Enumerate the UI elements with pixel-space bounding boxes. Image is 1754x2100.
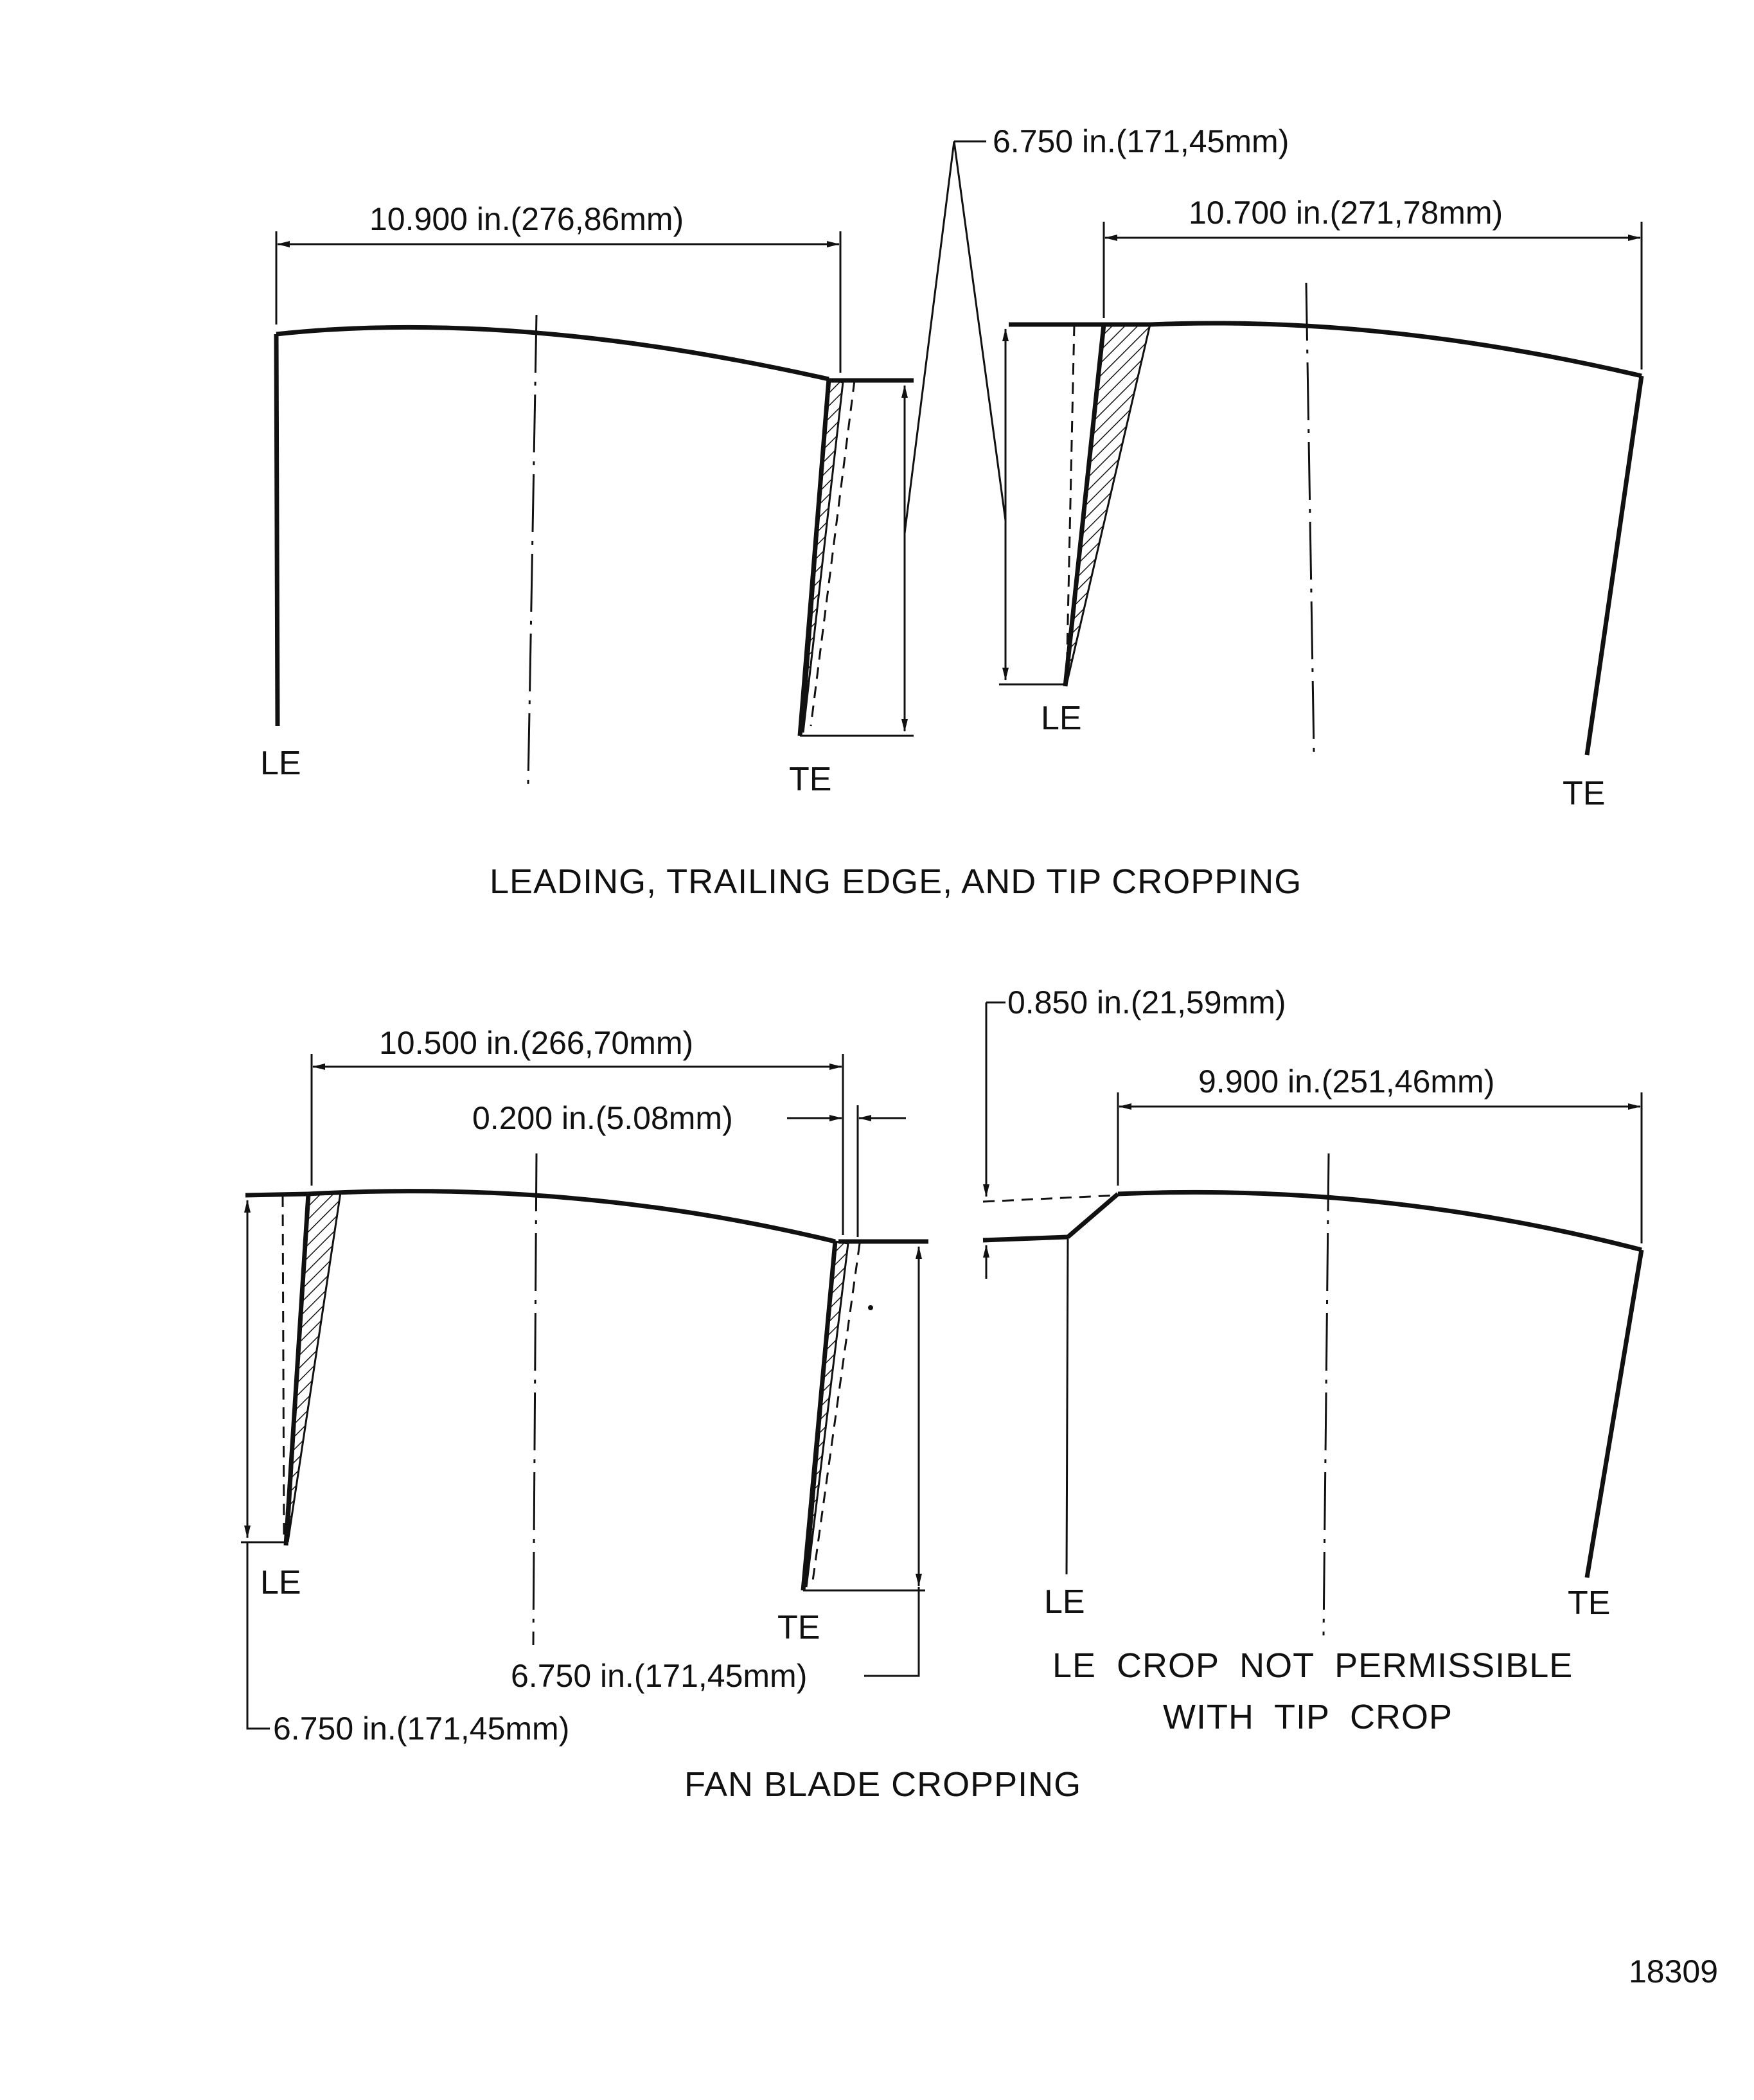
bottom-left-blade bbox=[241, 1025, 928, 1747]
top-right-le-label: LE bbox=[1041, 700, 1082, 737]
bottom-left-offset-label: 0.200 in.(5.08mm) bbox=[472, 1100, 733, 1136]
top-left-blade bbox=[260, 201, 914, 798]
top-left-centerline bbox=[528, 315, 536, 784]
top-left-te-label: TE bbox=[789, 761, 832, 798]
top-depth-leader-line bbox=[905, 141, 1005, 533]
bottom-caption: FAN BLADE CROPPING bbox=[684, 1765, 1082, 1804]
top-depth-label: 6.750 in.(171,45mm) bbox=[993, 123, 1289, 159]
bottom-right-blade bbox=[983, 984, 1642, 1736]
bottom-right-le-label: LE bbox=[1044, 1583, 1085, 1621]
bottom-left-le-depth-label: 6.750 in.(171,45mm) bbox=[273, 1711, 570, 1747]
bottom-right-original-tip-dashed bbox=[983, 1195, 1118, 1202]
bottom-right-chamfer bbox=[1068, 1194, 1118, 1237]
bottom-left-le-label: LE bbox=[260, 1564, 301, 1601]
bottom-right-trailing-edge bbox=[1587, 1250, 1642, 1578]
figure-number: 18309 bbox=[1629, 1953, 1719, 1989]
bottom-right-leading-edge bbox=[1067, 1237, 1068, 1574]
top-right-width-label: 10.700 in.(271,78mm) bbox=[1189, 195, 1503, 231]
top-left-width-label: 10.900 in.(276,86mm) bbox=[369, 201, 684, 237]
bottom-left-blade-tip-profile bbox=[308, 1191, 835, 1241]
bottom-left-dot bbox=[868, 1305, 873, 1310]
bottom-right-blade-tip-profile bbox=[1118, 1192, 1642, 1250]
bottom-left-original-le-dashed bbox=[283, 1195, 284, 1539]
bottom-right-te-label: TE bbox=[1568, 1585, 1611, 1622]
top-left-trailing-edge bbox=[800, 379, 829, 736]
bottom-left-te-label: TE bbox=[777, 1609, 820, 1646]
bottom-right-note-line2: WITH TIP CROP bbox=[1163, 1698, 1453, 1736]
top-right-blade bbox=[999, 195, 1642, 812]
bottom-right-width-label: 9.900 in.(251,46mm) bbox=[1198, 1063, 1495, 1099]
top-caption: LEADING, TRAILING EDGE, AND TIP CROPPING bbox=[490, 862, 1302, 901]
bottom-left-te-depth-label: 6.750 in.(171,45mm) bbox=[511, 1658, 808, 1694]
bottom-left-width-label: 10.500 in.(266,70mm) bbox=[379, 1025, 694, 1061]
bottom-left-te-crop-hatch bbox=[806, 1241, 848, 1587]
top-right-centerline bbox=[1306, 283, 1314, 752]
top-right-te-label: TE bbox=[1563, 775, 1606, 812]
top-left-le-label: LE bbox=[260, 745, 301, 782]
top-right-le-crop-hatch bbox=[1067, 325, 1150, 684]
top-right-trailing-edge bbox=[1587, 376, 1642, 755]
top-left-leading-edge bbox=[276, 334, 278, 726]
bottom-right-tip-crop-label: 0.850 in.(21,59mm) bbox=[1007, 984, 1286, 1020]
bottom-right-note-line1: LE CROP NOT PERMISSIBLE bbox=[1052, 1646, 1573, 1685]
bottom-left-te-depth-leader bbox=[864, 1587, 919, 1676]
bottom-right-cropped-tip-line bbox=[983, 1237, 1068, 1240]
top-right-blade-tip-profile bbox=[1150, 323, 1642, 376]
bottom-right-centerline bbox=[1324, 1153, 1329, 1635]
bottom-left-tip-left-stub bbox=[245, 1194, 308, 1195]
bottom-left-centerline bbox=[533, 1153, 536, 1645]
top-left-blade-tip-profile bbox=[276, 327, 829, 379]
